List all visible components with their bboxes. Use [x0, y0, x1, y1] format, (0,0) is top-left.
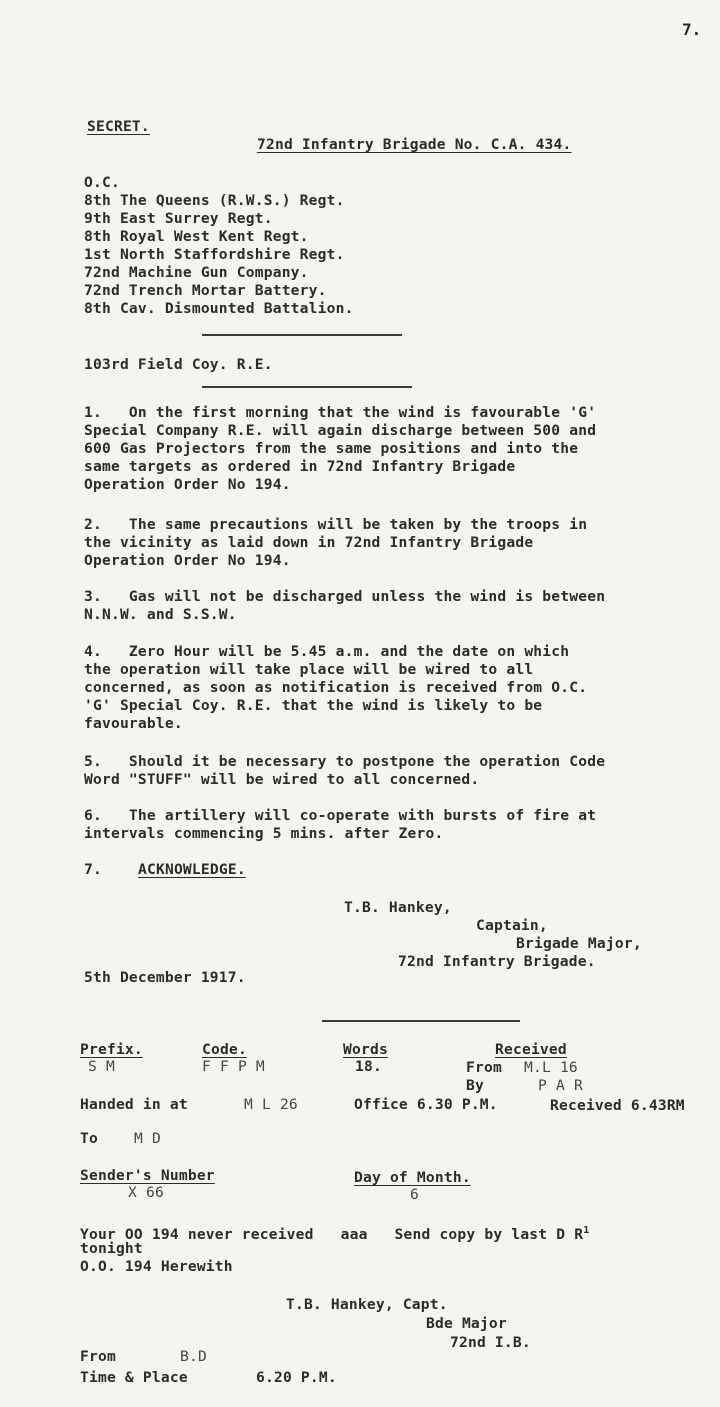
- by-label: By: [466, 1077, 484, 1094]
- text-line: concerned, as soon as notification is received from O.C.: [84, 679, 588, 696]
- text-line: 600 Gas Projectors from the same positions and into the: [84, 440, 579, 457]
- paragraph-7-number: 7.: [84, 861, 102, 878]
- divider: [202, 334, 402, 336]
- time-place-value: 6.20 P.M.: [256, 1369, 337, 1386]
- message-signature-role: Bde Major: [426, 1315, 507, 1332]
- text-line: 6. The artillery will co-operate with bursts of fire at: [84, 807, 597, 824]
- addressee: 72nd Machine Gun Company.: [84, 264, 309, 281]
- signature-unit: 72nd Infantry Brigade.: [398, 953, 596, 970]
- text-line: favourable.: [84, 715, 183, 732]
- text-line: 1. On the first morning that the wind is favourable 'G': [84, 404, 597, 421]
- text-line: Word "STUFF" will be wired to all concerned.: [84, 771, 480, 788]
- to-value: M D: [134, 1130, 161, 1147]
- text-line: Operation Order No 194.: [84, 476, 291, 493]
- by-value: P A R: [538, 1077, 583, 1094]
- code-label: Code.: [202, 1041, 247, 1058]
- text-line: 5. Should it be necessary to postpone the operation Code: [84, 753, 606, 770]
- addressee: 8th Royal West Kent Regt.: [84, 228, 309, 245]
- classification: SECRET.: [87, 118, 150, 135]
- sender-number-label: Sender's Number: [80, 1167, 215, 1184]
- addressee: 8th The Queens (R.W.S.) Regt.: [84, 192, 345, 209]
- text-line: N.N.W. and S.S.W.: [84, 606, 237, 623]
- handed-in-value: M L 26: [244, 1096, 298, 1113]
- signature-rank: Captain,: [476, 917, 548, 934]
- code-value: F F P M: [202, 1058, 265, 1075]
- text-line: Special Company R.E. will again discharge between 500 and: [84, 422, 597, 439]
- reference-number: 72nd Infantry Brigade No. C.A. 434.: [257, 136, 572, 153]
- addressee: 8th Cav. Dismounted Battalion.: [84, 300, 354, 317]
- received-time: Received 6.43RM: [550, 1097, 685, 1114]
- text-line: Operation Order No 194.: [84, 552, 291, 569]
- text-line: 2. The same precautions will be taken by the troops in: [84, 516, 588, 533]
- text-line: same targets as ordered in 72nd Infantry Brigade: [84, 458, 516, 475]
- addressee-extra: 103rd Field Coy. R.E.: [84, 356, 273, 373]
- received-label: Received: [495, 1041, 567, 1058]
- text-line: the operation will take place will be wired to all: [84, 661, 534, 678]
- message-superscript: 1: [583, 1225, 590, 1236]
- sender-number-value: X 66: [128, 1184, 164, 1201]
- signature-name: T.B. Hankey,: [344, 899, 452, 916]
- day-of-month-label: Day of Month.: [354, 1169, 471, 1186]
- time-place-label: Time & Place: [80, 1369, 188, 1386]
- from-value: M.L 16: [524, 1059, 578, 1076]
- text-line: 4. Zero Hour will be 5.45 a.m. and the date on which: [84, 643, 570, 660]
- words-label: Words: [343, 1041, 388, 1058]
- prefix-value: S M: [88, 1058, 115, 1075]
- handed-in-label: Handed in at: [80, 1096, 188, 1113]
- message-text-line: tonight: [80, 1240, 143, 1257]
- text-line: the vicinity as laid down in 72nd Infantry Brigade: [84, 534, 534, 551]
- divider: [322, 1020, 520, 1022]
- addressee: 9th East Surrey Regt.: [84, 210, 273, 227]
- signature-role: Brigade Major,: [516, 935, 642, 952]
- text-line: 'G' Special Coy. R.E. that the wind is likely to be: [84, 697, 543, 714]
- addressee: 1st North Staffordshire Regt.: [84, 246, 345, 263]
- message-text-line: Your OO 194 never received aaa Send copy by last D $R^1$: [80, 1225, 590, 1243]
- addressee: O.C.: [84, 174, 120, 191]
- to-label: To: [80, 1130, 98, 1147]
- addressee: 72nd Trench Mortar Battery.: [84, 282, 327, 299]
- text-line: intervals commencing 5 mins. after Zero.: [84, 825, 444, 842]
- day-of-month-value: 6: [410, 1186, 419, 1203]
- office-time: Office 6.30 P.M.: [354, 1096, 498, 1113]
- page-number: 7.: [682, 20, 702, 39]
- prefix-label: Prefix.: [80, 1041, 143, 1058]
- document-date: 5th December 1917.: [84, 969, 246, 986]
- from-label: From: [466, 1059, 502, 1076]
- acknowledge: ACKNOWLEDGE.: [138, 861, 246, 878]
- message-signature-unit: 72nd I.B.: [450, 1334, 531, 1351]
- text-line: 3. Gas will not be discharged unless the wind is between: [84, 588, 606, 605]
- from2-value: B.D: [180, 1348, 207, 1365]
- message-text-line: O.O. 194 Herewith: [80, 1258, 233, 1275]
- from2-label: From: [80, 1348, 116, 1365]
- words-value: 18.: [355, 1058, 382, 1075]
- message-signature-name: T.B. Hankey, Capt.: [286, 1296, 448, 1313]
- divider: [202, 386, 412, 388]
